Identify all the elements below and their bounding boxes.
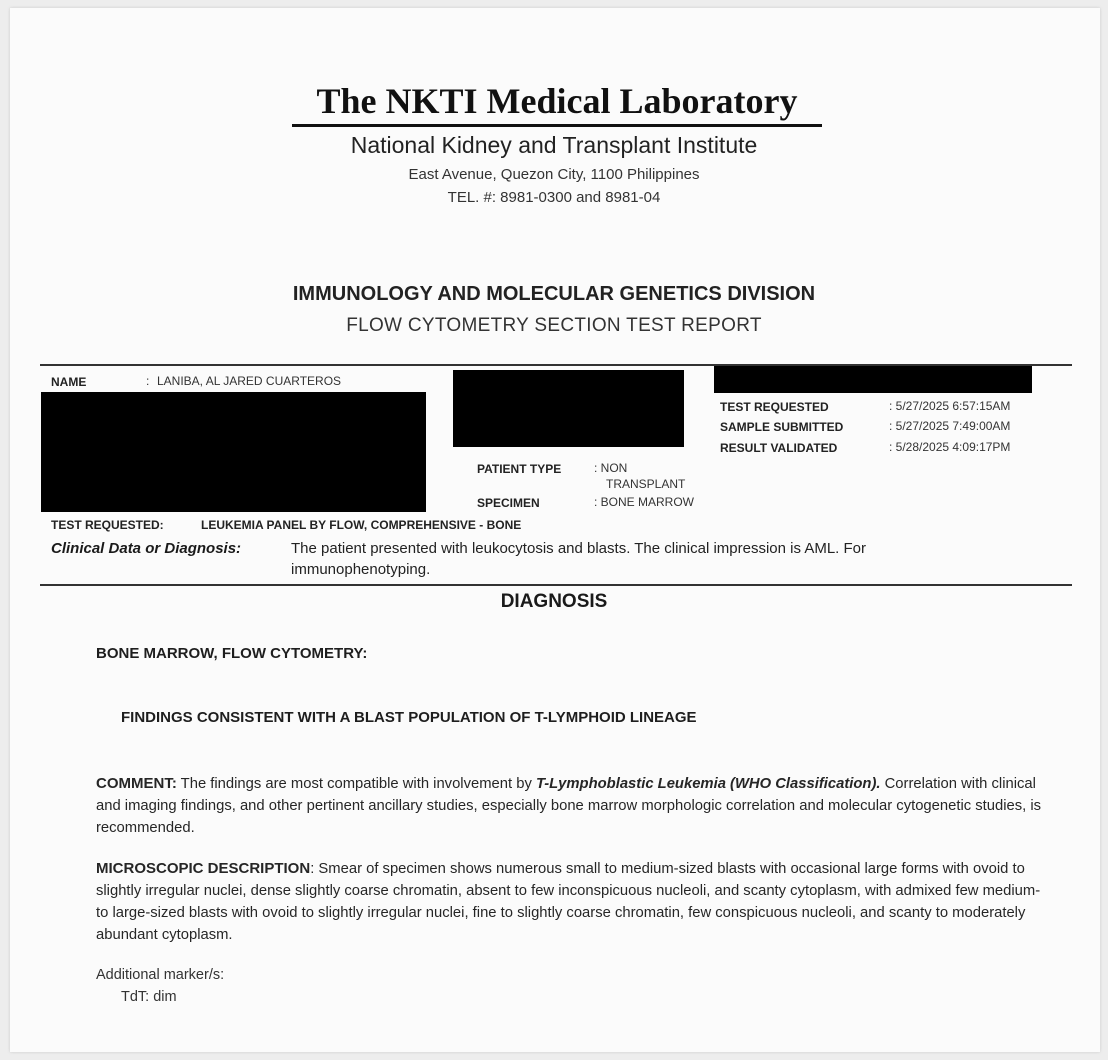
- patient-type-value-cont: TRANSPLANT: [606, 477, 686, 491]
- institute-telephone: TEL. #: 8981-0300 and 8981-04: [447, 189, 661, 206]
- microscopic-label: MICROSCOPIC DESCRIPTION: [96, 860, 311, 877]
- clinical-data-label: Clinical Data or Diagnosis:: [51, 540, 242, 557]
- microscopic-paragraph: [96, 858, 1056, 946]
- clinical-data-text-cont: immunophenotyping.: [291, 561, 431, 578]
- patient-name: LANIBA, AL JARED CUARTEROS: [157, 374, 342, 388]
- section-title: FLOW CYTOMETRY SECTION TEST REPORT: [346, 315, 762, 336]
- test-requested-label: TEST REQUESTED: [720, 400, 829, 414]
- diagnosis-site: BONE MARROW, FLOW CYTOMETRY:: [96, 645, 368, 662]
- test-value: LEUKEMIA PANEL BY FLOW, COMPREHENSIVE - BONE: [201, 518, 522, 532]
- comment-text-cont: Correlation with clinical and imaging findings, and other pertinent ancillary studies, especially bone marrow morphologic correlation and molecular cytogenetic studies, is recommended.: [96, 776, 1042, 836]
- test-requested-date: : 5/27/2025 6:57:15AM: [889, 399, 1011, 413]
- title-underline: [292, 124, 822, 127]
- patient-type-label: PATIENT TYPE: [477, 462, 562, 476]
- name-label: NAME: [51, 375, 87, 389]
- sample-submitted-date: : 5/27/2025 7:49:00AM: [889, 419, 1011, 433]
- institute-address: East Avenue, Quezon City, 1100 Philippines: [408, 166, 700, 183]
- comment-paragraph: [96, 773, 1056, 839]
- clinical-data-text: The patient presented with leukocytosis and blasts. The clinical impression is AML. For: [291, 540, 866, 557]
- patient-type-value: : NON: [594, 461, 628, 475]
- lab-name: The NKTI Medical Laboratory: [316, 81, 798, 121]
- specimen-label: SPECIMEN: [477, 496, 540, 510]
- division-title: IMMUNOLOGY AND MOLECULAR GENETICS DIVISION: [292, 283, 816, 305]
- comment-emphasis: T-Lymphoblastic Leukemia (WHO Classification).: [535, 776, 881, 792]
- result-validated-date: : 5/28/2025 4:09:17PM: [889, 440, 1011, 454]
- additional-markers-label: Additional marker/s:: [96, 967, 225, 983]
- redaction-block: [41, 392, 426, 512]
- specimen-value: : BONE MARROW: [594, 495, 695, 509]
- redaction-block: [453, 370, 684, 447]
- institute-name: National Kidney and Transplant Institute: [350, 132, 758, 158]
- result-validated-label: RESULT VALIDATED: [720, 441, 838, 455]
- redaction-block: [714, 366, 1032, 393]
- name-separator: :: [146, 374, 150, 388]
- sample-submitted-label: SAMPLE SUBMITTED: [720, 420, 844, 434]
- comment-text: The findings are most compatible with involvement by: [180, 776, 532, 792]
- test-label: TEST REQUESTED:: [51, 518, 164, 532]
- diagnosis-heading: DIAGNOSIS: [500, 591, 608, 612]
- microscopic-text: : Smear of specimen shows numerous small to medium-sized blasts with occasional large forms with ovoid to slightly irregular nuclei, dense slightly coarse chromatin, absent to few inconspicuous nucleoli, and scanty cytoplasm, with admixed few medium- to large-sized blasts with ovoid to slightly irregular nuclei, fine to slightly coarse chromatin, few conspicuous nucleoli, and scanty to moderately abundant cytoplasm.: [96, 861, 1041, 943]
- diagnosis-finding: FINDINGS CONSISTENT WITH A BLAST POPULATION OF T-LYMPHOID LINEAGE: [121, 709, 697, 726]
- clinical-divider: [40, 584, 1072, 586]
- comment-label: COMMENT:: [96, 775, 177, 792]
- tdt-marker: TdT: dim: [121, 989, 177, 1005]
